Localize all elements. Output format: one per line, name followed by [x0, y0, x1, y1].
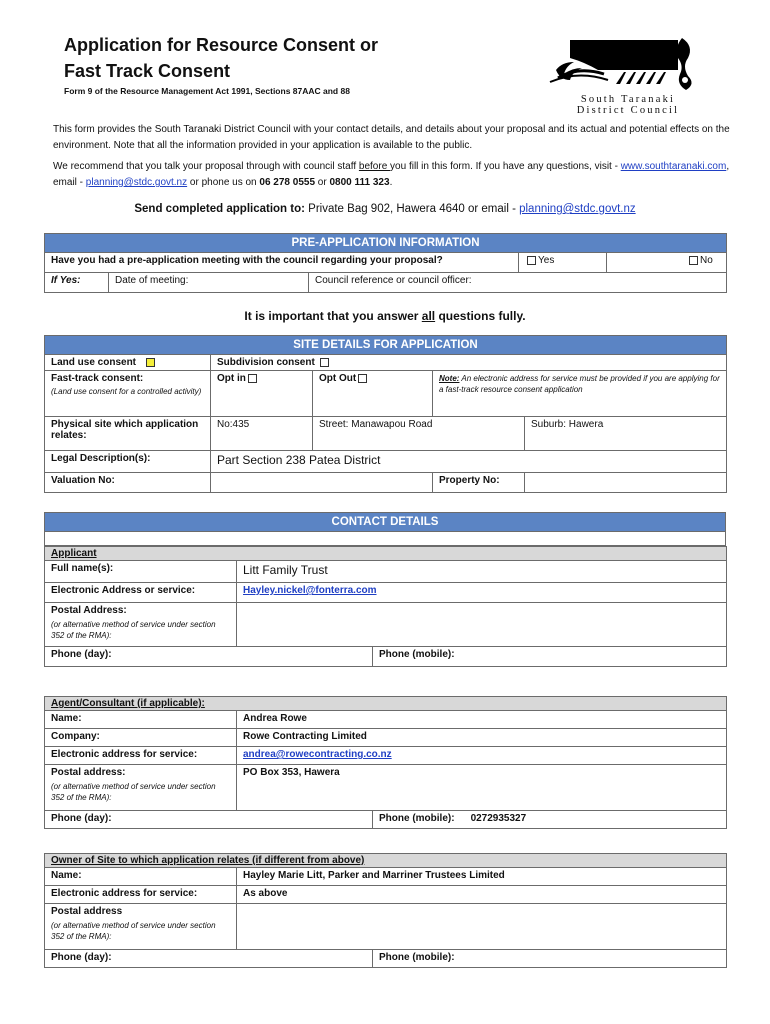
intro-email-link[interactable]: planning@stdc.govt.nz — [85, 177, 188, 188]
applicant-email-field[interactable] — [237, 583, 727, 603]
valuation-no-label: Valuation No: — [45, 473, 211, 493]
site-details-table — [44, 335, 727, 493]
land-use-checkbox[interactable] — [146, 358, 155, 367]
owner-email-label: Electronic address for service: — [45, 886, 237, 904]
physical-site-label: Physical site which application relates: — [45, 417, 211, 451]
pre-application-question: Have you had a pre-application meeting with the council regarding your proposal? — [45, 253, 519, 273]
note-text: An electronic address for service must be provided if you are applying for a fast-track resource consent application — [439, 374, 720, 394]
fast-track-label: Fast-track consent: — [51, 373, 144, 384]
owner-phone-day[interactable]: Phone (day): — [45, 950, 373, 968]
council-reference-field[interactable]: Council reference or council officer: — [309, 273, 727, 293]
agent-name-label: Name: — [45, 711, 237, 729]
land-use-consent-option[interactable] — [45, 355, 211, 371]
applicant-postal-note: (or alternative method of service under section 352 of the RMA): — [51, 620, 216, 640]
owner-heading: Owner of Site to which application relates (if different from above) — [45, 854, 727, 868]
title-line-2: Fast Track Consent — [64, 61, 231, 81]
yes-label: Yes — [538, 255, 555, 266]
agent-name-field[interactable]: Andrea Rowe — [237, 711, 727, 729]
owner-postal-label: Postal address — [51, 906, 123, 917]
land-use-label: Land use consent — [51, 357, 137, 368]
applicant-heading: Applicant — [45, 547, 727, 561]
agent-postal-note: (or alternative method of service under section 352 of the RMA): — [51, 782, 216, 802]
opt-in-option[interactable] — [211, 371, 313, 417]
council-logo — [538, 36, 718, 118]
agent-table — [44, 696, 727, 829]
phone-number-2: 0800 111 323 — [329, 177, 390, 188]
pre-application-heading: PRE-APPLICATION INFORMATION — [45, 234, 727, 253]
important-text-b: questions fully. — [435, 309, 526, 323]
applicant-phone-mobile[interactable]: Phone (mobile): — [373, 647, 727, 667]
opt-in-checkbox[interactable] — [248, 374, 257, 383]
applicant-table — [44, 546, 727, 667]
agent-company-field[interactable]: Rowe Contracting Limited — [237, 729, 727, 747]
send-instructions — [0, 203, 770, 215]
subdivision-label: Subdivision consent — [217, 357, 315, 368]
intro-paragraph-1: This form provides the South Taranaki District Council with your contact details, and details about your proposal and its actual and potential effects on the environment. Note that all the information provided in your application is available to the public. — [53, 124, 730, 151]
intro-text-c: , email - — [53, 161, 730, 188]
opt-out-option[interactable] — [313, 371, 433, 417]
intro-text — [53, 122, 733, 196]
fast-track-note-cell — [433, 371, 727, 417]
owner-table — [44, 853, 727, 968]
opt-in-label: Opt in — [217, 373, 246, 384]
applicant-phone-day[interactable]: Phone (day): — [45, 647, 373, 667]
contact-spacer — [45, 532, 726, 546]
fast-track-cell — [45, 371, 211, 417]
owner-phone-mobile[interactable]: Phone (mobile): — [373, 950, 727, 968]
legal-description-field[interactable]: Part Section 238 Patea District — [211, 451, 727, 473]
logo-line-2: District Council — [576, 105, 680, 116]
agent-phone-mobile-cell[interactable] — [373, 811, 727, 829]
if-yes-label: If Yes: — [45, 273, 109, 293]
send-address: Private Bag 902, Hawera 4640 or email - — [308, 203, 520, 215]
agent-postal-cell — [45, 765, 237, 811]
street-field[interactable]: Street: Manawapou Road — [313, 417, 525, 451]
property-no-label: Property No: — [433, 473, 525, 493]
agent-postal-label: Postal address: — [51, 767, 126, 778]
fast-track-note: (Land use consent for a controlled activity) — [51, 387, 202, 396]
pre-application-table — [44, 233, 727, 293]
owner-postal-field[interactable] — [237, 904, 727, 950]
agent-email-label: Electronic address for service: — [45, 747, 237, 765]
agent-email-field[interactable] — [237, 747, 727, 765]
council-logo-icon — [538, 36, 718, 96]
intro-text-f: . — [389, 177, 393, 188]
logo-text — [568, 94, 688, 116]
form-title — [64, 32, 378, 84]
street-number-field[interactable]: No:435 — [211, 417, 313, 451]
property-no-field[interactable] — [525, 473, 727, 493]
no-checkbox[interactable] — [689, 256, 698, 265]
send-email-link[interactable]: planning@stdc.govt.nz — [519, 203, 636, 215]
applicant-postal-cell — [45, 603, 237, 647]
yes-option[interactable] — [519, 253, 607, 273]
applicant-postal-field[interactable] — [237, 603, 727, 647]
no-option[interactable] — [607, 253, 727, 273]
important-notice — [0, 309, 770, 323]
yes-checkbox[interactable] — [527, 256, 536, 265]
agent-company-label: Company: — [45, 729, 237, 747]
agent-email-link[interactable]: andrea@rowecontracting.co.nz — [243, 749, 392, 760]
owner-name-field[interactable]: Hayley Marie Litt, Parker and Marriner Trustees Limited — [237, 868, 727, 886]
contact-details-heading: CONTACT DETAILS — [45, 513, 726, 532]
intro-before: before — [358, 161, 391, 172]
owner-email-field[interactable]: As above — [237, 886, 727, 904]
note-label: Note: — [439, 374, 460, 383]
send-label: Send completed application to: — [134, 203, 309, 215]
subdivision-checkbox[interactable] — [320, 358, 329, 367]
agent-heading: Agent/Consultant (if applicable): — [45, 697, 727, 711]
date-of-meeting-field[interactable]: Date of meeting: — [109, 273, 309, 293]
applicant-name-field[interactable]: Litt Family Trust — [237, 561, 727, 583]
applicant-name-label: Full name(s): — [45, 561, 237, 583]
legal-description-label: Legal Description(s): — [45, 451, 211, 473]
opt-out-checkbox[interactable] — [358, 374, 367, 383]
title-line-1: Application for Resource Consent or — [64, 35, 379, 55]
agent-phone-day[interactable]: Phone (day): — [45, 811, 373, 829]
owner-postal-note: (or alternative method of service under section 352 of the RMA): — [51, 921, 216, 941]
valuation-no-field[interactable] — [211, 473, 433, 493]
agent-phone-mobile-label: Phone (mobile): — [379, 813, 455, 824]
intro-text-d: or phone us on — [187, 177, 260, 188]
applicant-postal-label: Postal Address: — [51, 605, 127, 616]
owner-name-label: Name: — [45, 868, 237, 886]
agent-postal-field[interactable]: PO Box 353, Hawera — [237, 765, 727, 811]
form-subtitle: Form 9 of the Resource Management Act 1991, Sections 87AAC and 88 — [64, 86, 350, 96]
important-text-a: It is important that you answer — [244, 309, 422, 323]
intro-paragraph-2 — [53, 159, 733, 191]
site-details-heading: SITE DETAILS FOR APPLICATION — [45, 336, 727, 355]
applicant-email-label: Electronic Address or service: — [45, 583, 237, 603]
applicant-email-link[interactable]: Hayley.nickel@fonterra.com — [243, 585, 377, 596]
no-label: No — [700, 255, 713, 266]
logo-line-1: South Taranaki — [580, 94, 676, 105]
owner-postal-cell — [45, 904, 237, 950]
phone-number-1: 06 278 0555 — [259, 177, 316, 188]
opt-out-label: Opt Out — [319, 373, 357, 384]
important-all: all — [421, 309, 436, 323]
website-link[interactable]: www.southtaranaki.com — [620, 161, 727, 172]
agent-phone-mobile-value: 0272935327 — [470, 813, 527, 824]
suburb-field[interactable]: Suburb: Hawera — [525, 417, 727, 451]
subdivision-consent-option[interactable] — [211, 355, 727, 371]
contact-details-table — [44, 512, 726, 546]
intro-text-e: or — [315, 177, 330, 188]
intro-text-b: you fill in this form. If you have any questions, visit - — [390, 161, 621, 172]
intro-text-a: We recommend that you talk your proposal through with council staff — [53, 161, 359, 172]
